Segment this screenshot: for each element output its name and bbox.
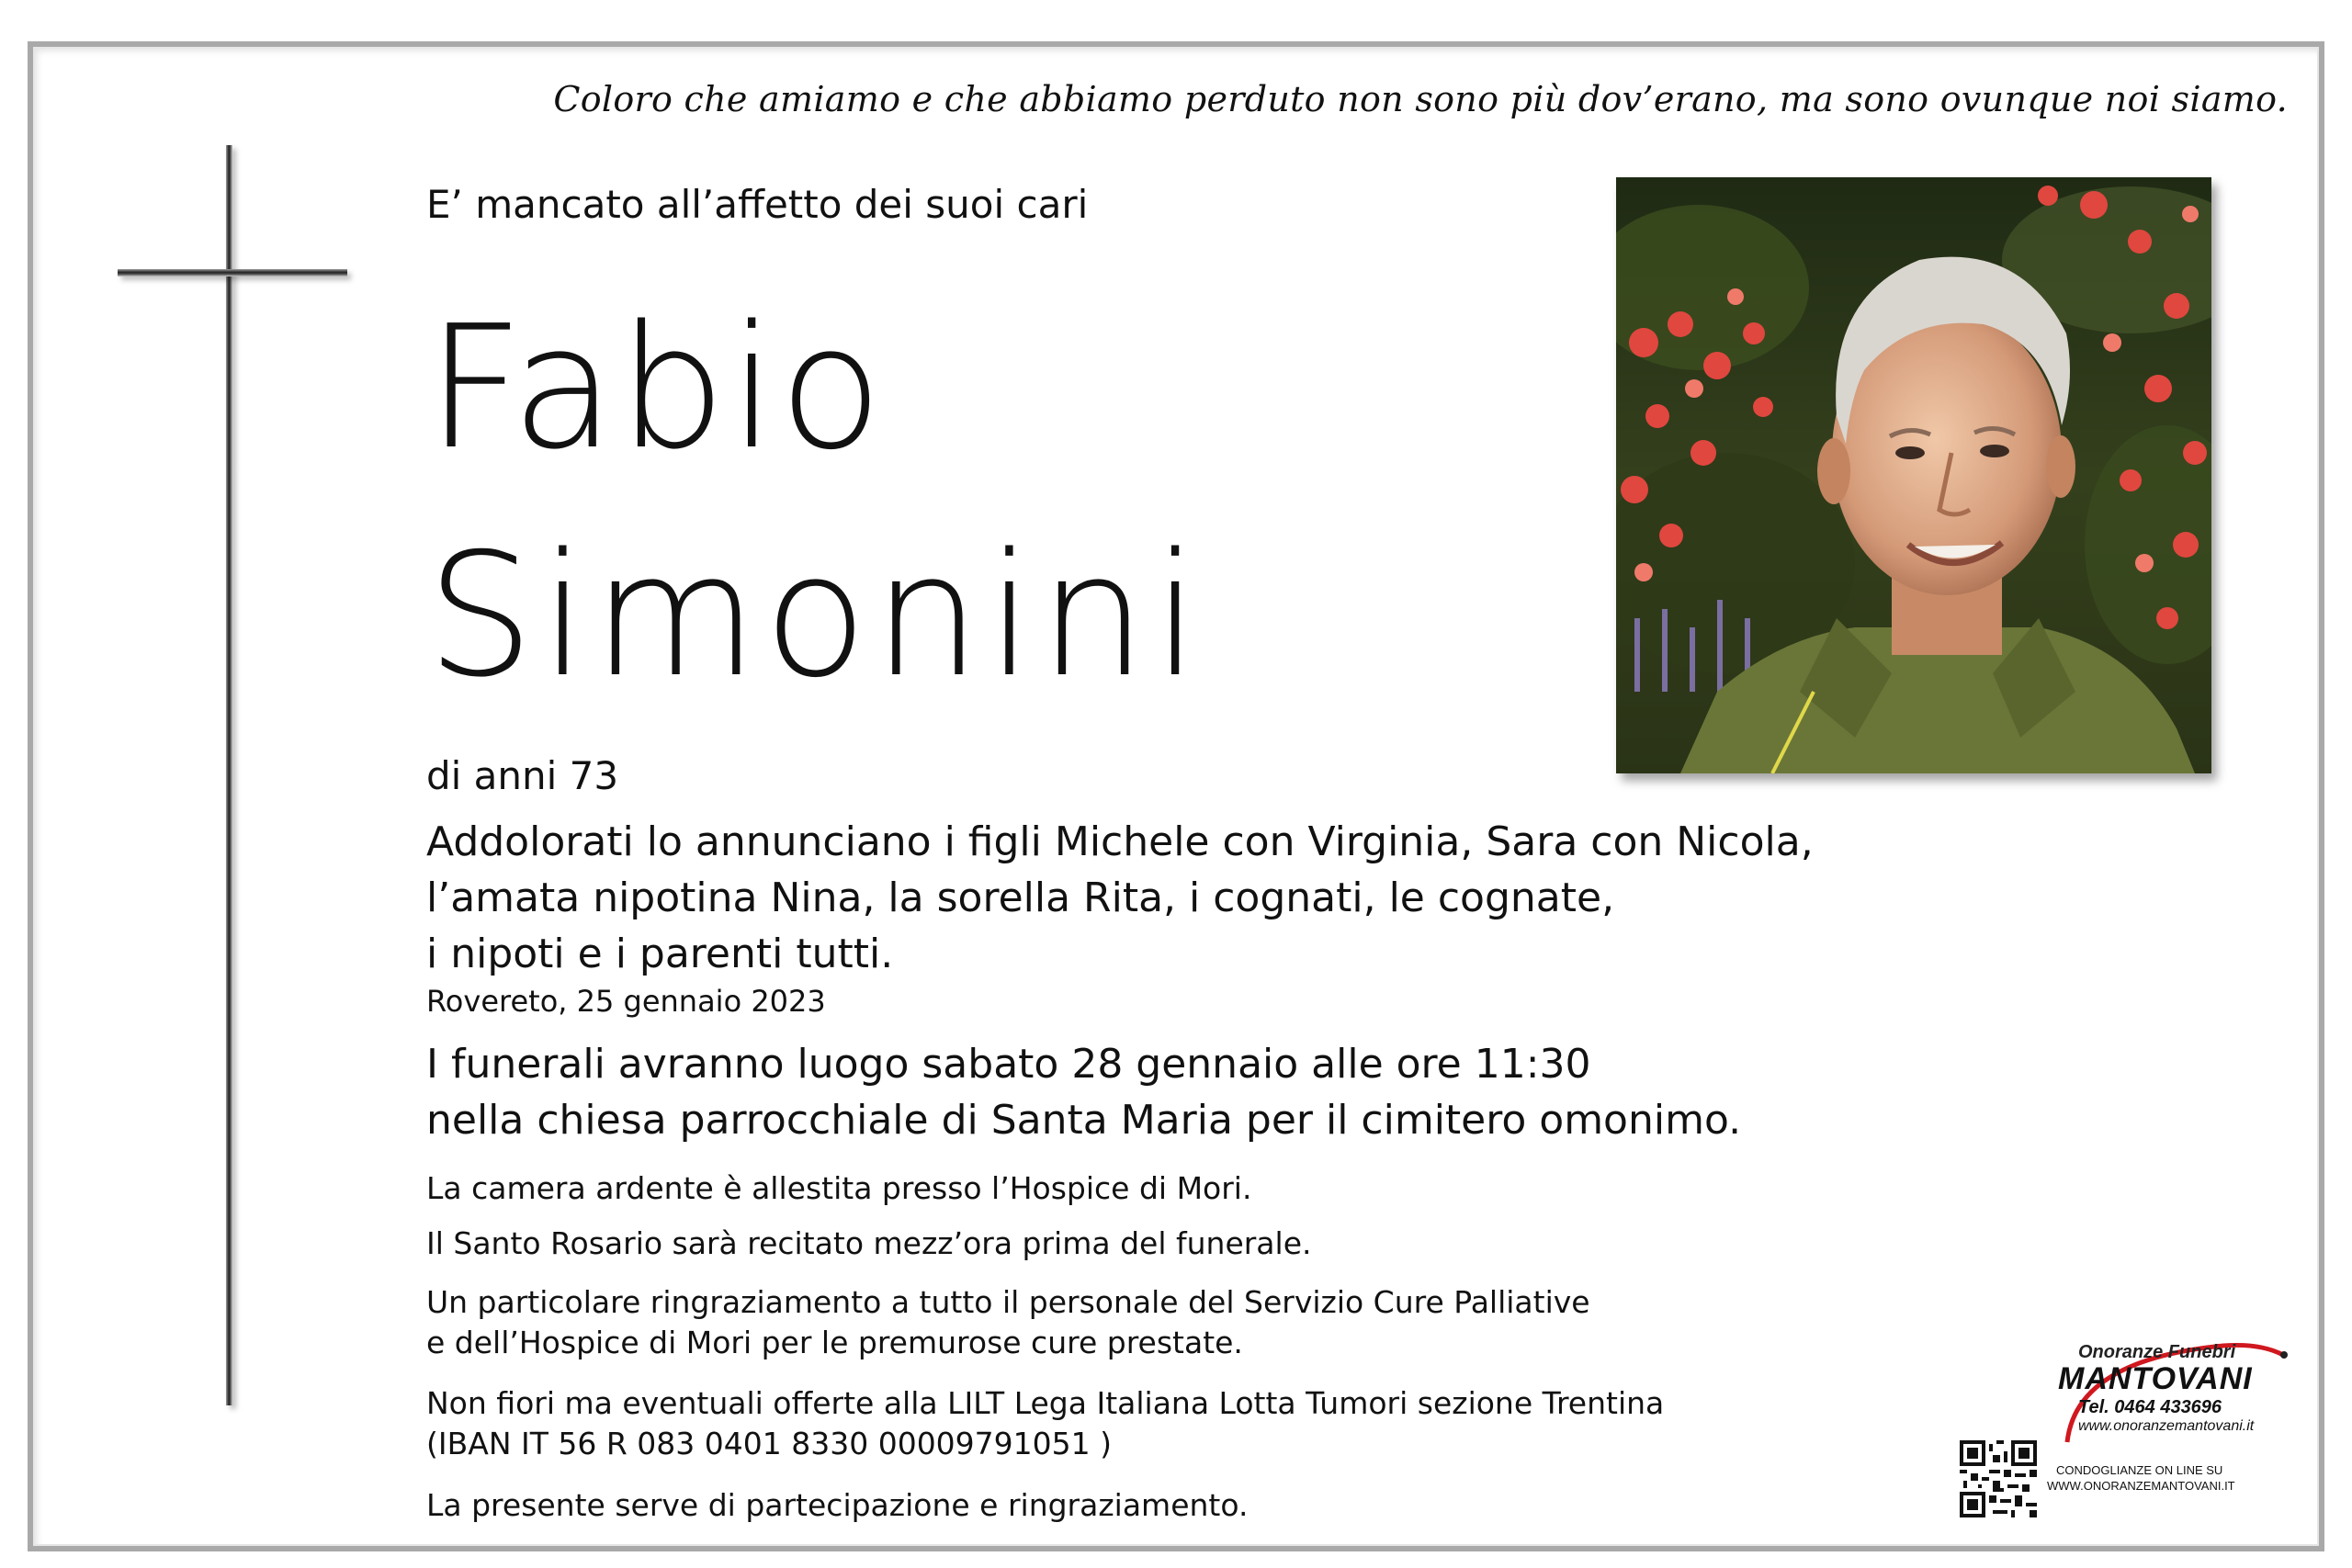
portrait-photo [1616,177,2211,773]
chapel-info: La camera ardente è allestita presso l’Hospice di Mori. [426,1170,1252,1206]
donations-text: Non fiori ma eventuali offerte alla LILT Lega Italiana Lotta Tumori sezione Trentina (IBAN IT 56 R 083 0401 8330 00009791051 ) [426,1385,1665,1461]
qr-code-icon [1960,1440,2037,1517]
thanks-text: Un particolare ringraziamento a tutto il personale del Servizio Cure Palliative e dell’Hospice di Mori per le premurose cure prestate. [426,1284,1590,1360]
rosary-info: Il Santo Rosario sarà recitato mezz’ora prima del funerale. [426,1225,1312,1261]
funeral-info: I funerali avranno luogo sabato 28 gennaio alle ore 11:30 nella chiesa parrocchiale di Santa Maria per il cimitero omonimo. [426,1041,1742,1144]
agency-phone: Tel. 0464 433696 [2078,1397,2222,1417]
epigraph-quote: Coloro che amiamo e che abbiamo perduto non sono più dov’erano, ma sono ovunque noi siamo. [553,79,2288,119]
deceased-last-name: Simonini [426,516,1205,715]
condolences-label: CONDOGLIANZE ON LINE SU [2056,1463,2223,1477]
agency-name: MANTOVANI [2058,1361,2253,1396]
cross-horizontal-bar [118,269,347,276]
participation-text: La presente serve di partecipazione e ringraziamento. [426,1487,1249,1523]
announcement-text: Addolorati lo annunciano i figli Michele con Virginia, Sara con Nicola, l’amata nipotina Nina, la sorella Rita, i cognati, le cognate, i nipoti e i parenti tutti. [426,818,1814,977]
agency-website: www.onoranzemantovani.it [2078,1418,2255,1434]
cross-vertical-bar [226,145,232,1405]
deceased-first-name: Fabio [426,288,886,487]
deceased-age: di anni 73 [426,753,619,798]
condolences-url: WWW.ONORANZEMANTOVANI.IT [2047,1479,2235,1493]
place-date: Rovereto, 25 gennaio 2023 [426,984,826,1019]
intro-line: E’ mancato all’affetto dei suoi cari [426,182,1089,227]
agency-tagline: Onoranze Funebri [2078,1342,2236,1362]
